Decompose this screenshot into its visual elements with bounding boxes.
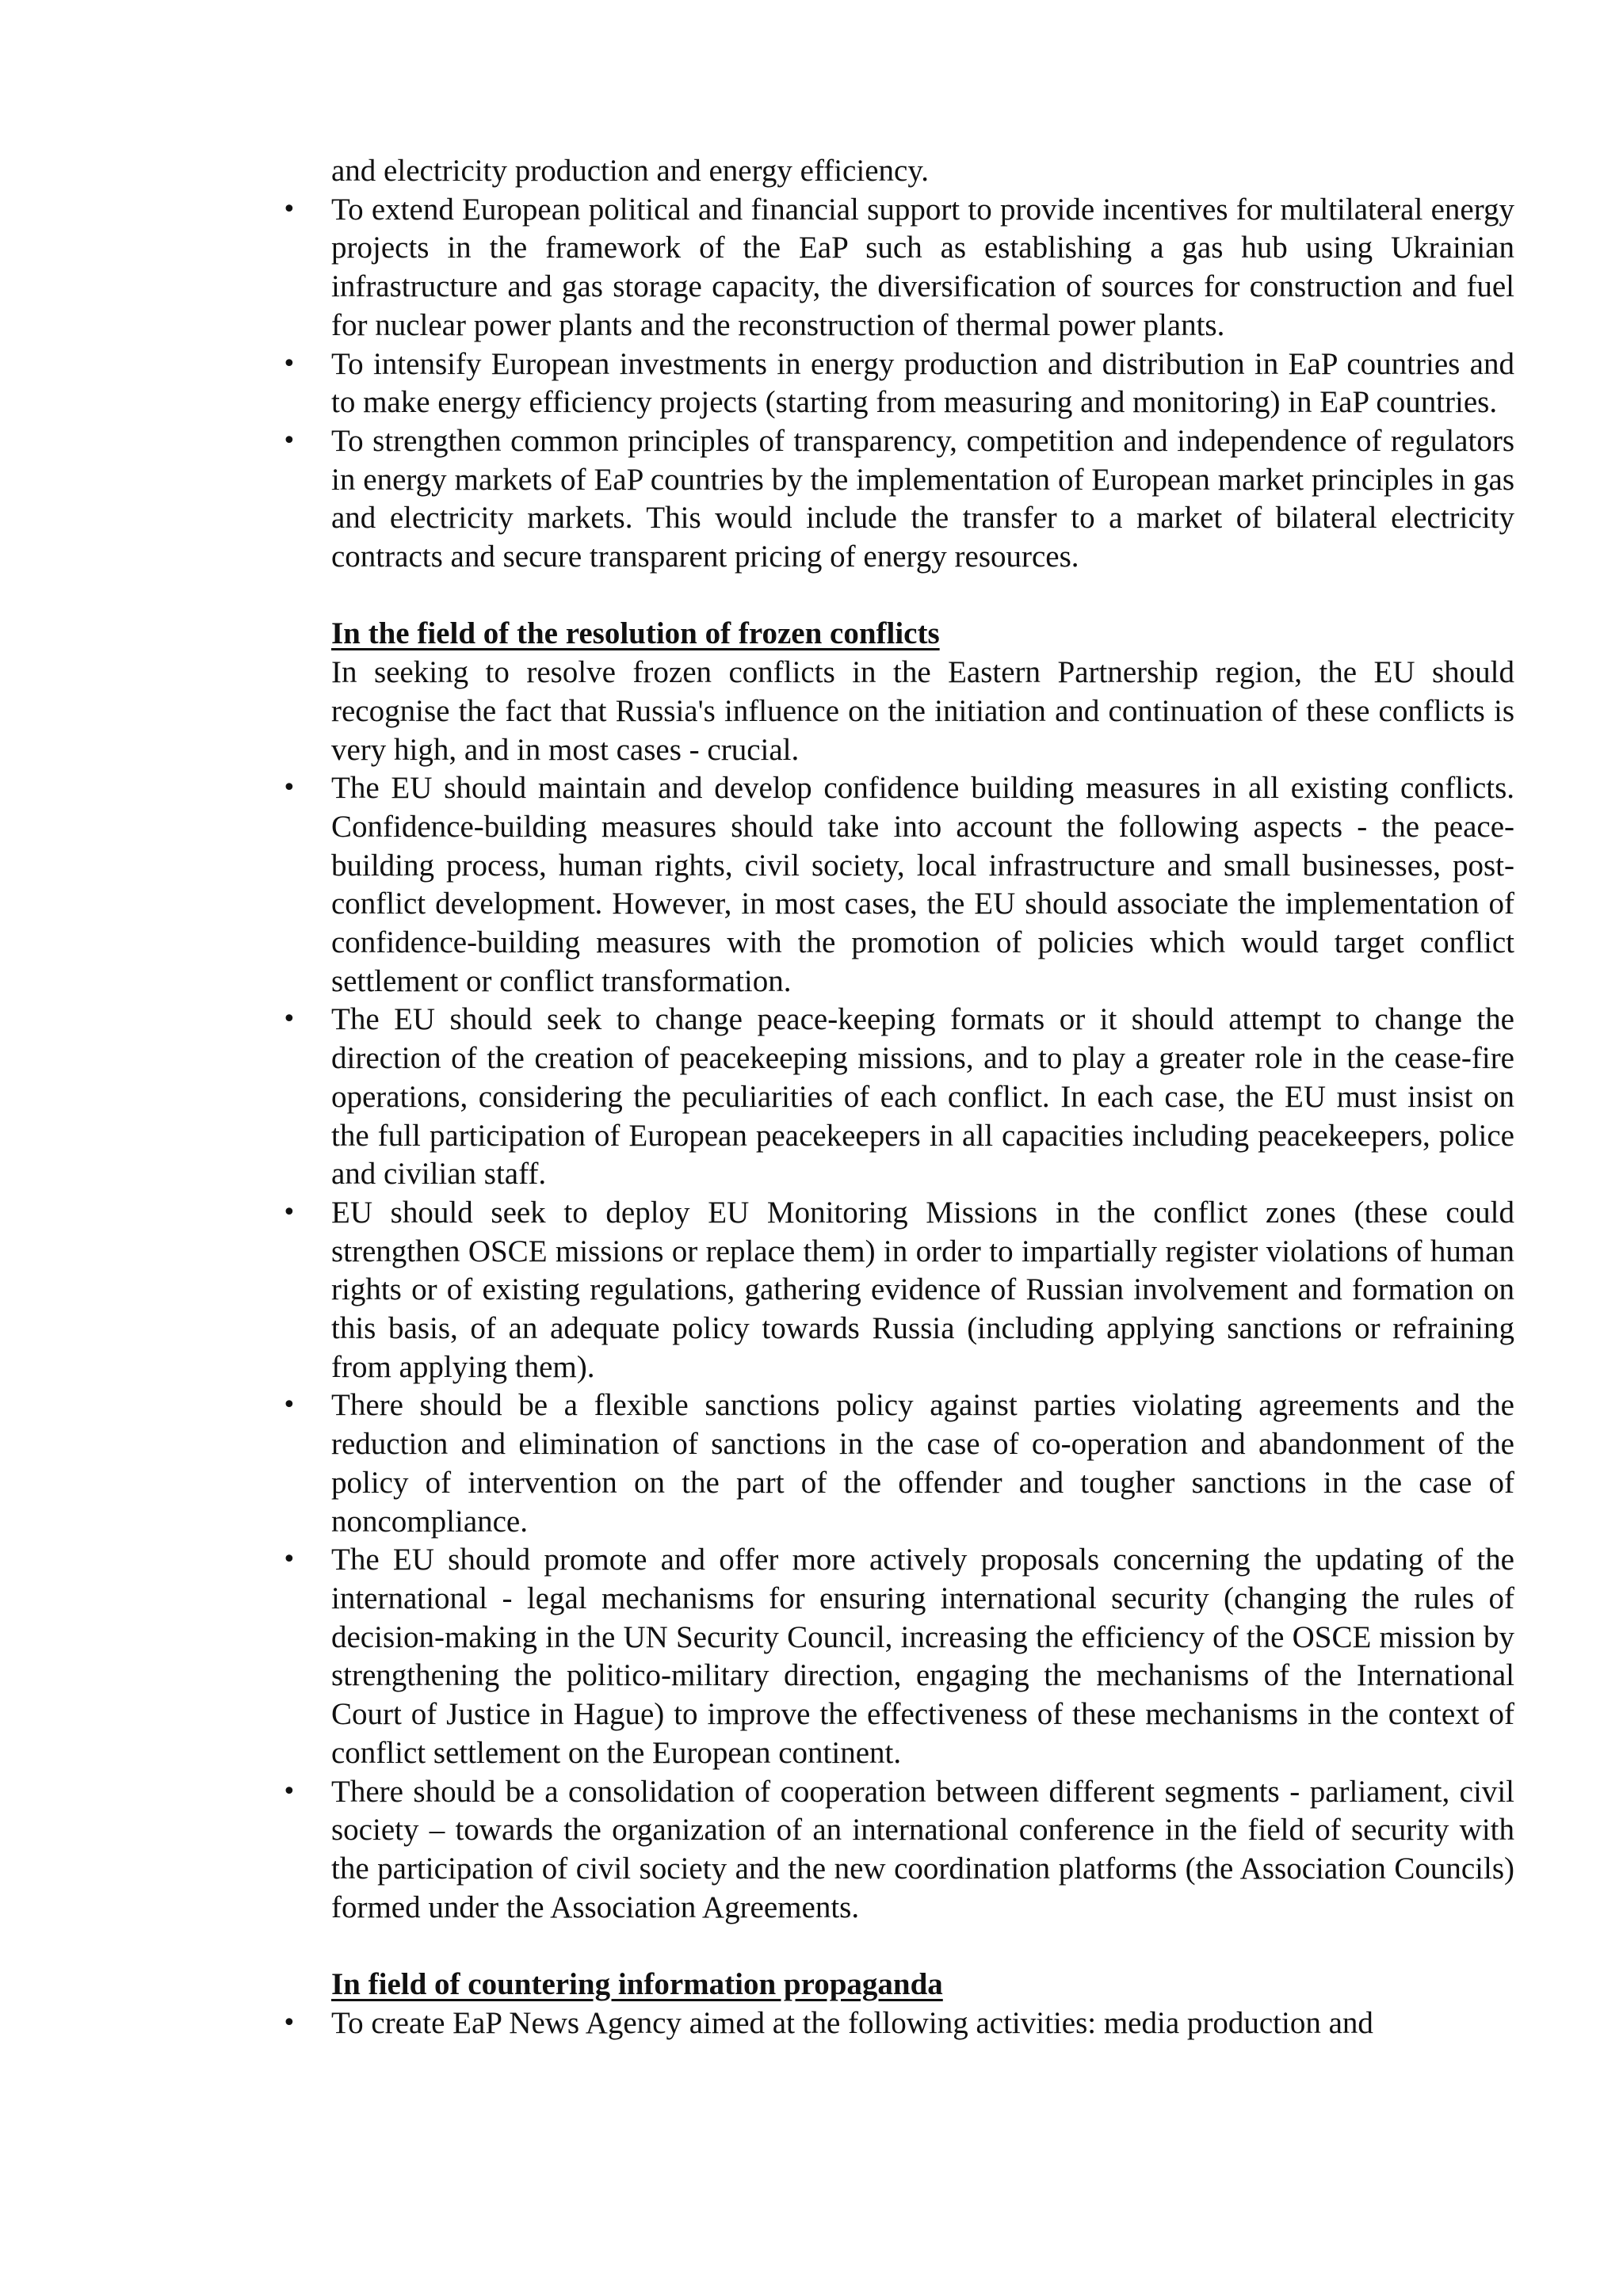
bullet-icon: •	[282, 2008, 296, 2037]
list-item-text: To create EaP News Agency aimed at the following activities: media production and	[331, 2005, 1373, 2040]
bullet-icon: •	[282, 1391, 296, 1420]
list-item	[282, 1773, 1514, 1928]
bullet-icon: •	[282, 349, 296, 378]
list-item	[282, 422, 1514, 577]
list-item	[282, 1541, 1514, 1772]
list-item-text: There should be a consolidation of cooperation between different segments - parliament, civil society – towards the organization of an international conference in the field of security with the participation of civil society and the new coordination platforms (the Association Councils) formed under the Association Agreements.	[331, 1774, 1514, 1924]
list-item	[282, 345, 1514, 422]
section-heading-information-propaganda: In field of countering information propaganda	[331, 1967, 943, 2002]
list-item	[282, 1194, 1514, 1387]
bullet-icon: •	[282, 1005, 296, 1034]
energy-bullet-list	[282, 191, 1514, 577]
section-intro-frozen-conflicts: In seeking to resolve frozen conflicts in the Eastern Partnership region, the EU should recognise the fact that Russia's influence on the initiation and continuation of these conflicts is very high, and in most cases - crucial.	[331, 655, 1514, 767]
list-item-text: The EU should promote and offer more actively proposals concerning the updating of the international - legal mechanisms for ensuring international security (changing the rules of decision-making in the UN Security Council, increasing the efficiency of the OSCE mission by strengthening the politico-military direction, engaging the mechanisms of the International Court of Justice in Hague) to improve the effectiveness of these mechanisms in the context of conflict settlement on the European continent.	[331, 1543, 1514, 1770]
list-item	[282, 769, 1514, 1001]
bullet-icon: •	[282, 774, 296, 803]
list-item-text: There should be a flexible sanctions policy against parties violating agreements and the reduction and elimination of sanctions in the case of co-operation and abandonment of the policy of intervention on the part of the offender and tougher sanctions in the case of noncompliance.	[331, 1388, 1514, 1539]
bullet-icon: •	[282, 1777, 296, 1806]
bullet-icon: •	[282, 1198, 296, 1226]
list-item-text: The EU should maintain and develop confidence building measures in all existing conflicts. Confidence-building measures should take into account the following aspects - the peace-building process, human rights, civil society, local infrastructure and small businesses, post-conflict development. However, in most cases, the EU should associate the implementation of confidence-building measures with the promotion of policies which would target conflict settlement or conflict transformation.	[331, 771, 1514, 998]
list-item	[282, 191, 1514, 345]
list-item-text: To intensify European investments in energy production and distribution in EaP countries and to make energy efficiency projects (starting from measuring and monitoring) in EaP countries.	[331, 346, 1514, 420]
propaganda-bullet-list	[282, 2004, 1514, 2043]
section-heading-frozen-conflicts: In the field of the resolution of frozen conflicts	[331, 616, 940, 651]
bullet-icon: •	[282, 195, 296, 223]
list-item	[282, 2004, 1514, 2043]
document-body	[282, 152, 1514, 2042]
list-item-text: The EU should seek to change peace-keeping formats or it should attempt to change the direction of the creation of peacekeeping missions, and to play a greater role in the cease-fire operations, considering the peculiarities of each conflict. In each case, the EU must insist on the full participation of European peacekeepers in all capacities including peacekeepers, police and civilian staff.	[331, 1002, 1514, 1192]
list-item-text: To extend European political and financial support to provide incentives for multilateral energy projects in the framework of the EaP such as establishing a gas hub using Ukrainian infrastructure and gas storage capacity, the diversification of sources for construction and fuel for nuclear power plants and the reconstruction of thermal power plants.	[331, 192, 1514, 342]
bullet-icon: •	[282, 426, 296, 455]
bullet-icon: •	[282, 1546, 296, 1574]
list-item	[282, 1386, 1514, 1541]
conflicts-bullet-list	[282, 769, 1514, 1927]
intro-continuation: and electricity production and energy efficiency.	[331, 154, 930, 188]
list-item-text: EU should seek to deploy EU Monitoring Missions in the conflict zones (these could strengthen OSCE missions or replace them) in order to impartially register violations of human rights or of existing regulations, gathering evidence of Russian involvement and formation on this basis, of an adequate policy towards Russia (including applying sanctions or refraining from applying them).	[331, 1195, 1514, 1384]
list-item	[282, 1001, 1514, 1194]
list-item-text: To strengthen common principles of transparency, competition and independence of regulators in energy markets of EaP countries by the implementation of European market principles in gas and electricity markets. This would include the transfer to a market of bilateral electricity contracts and secure transparent pricing of energy resources.	[331, 423, 1514, 574]
